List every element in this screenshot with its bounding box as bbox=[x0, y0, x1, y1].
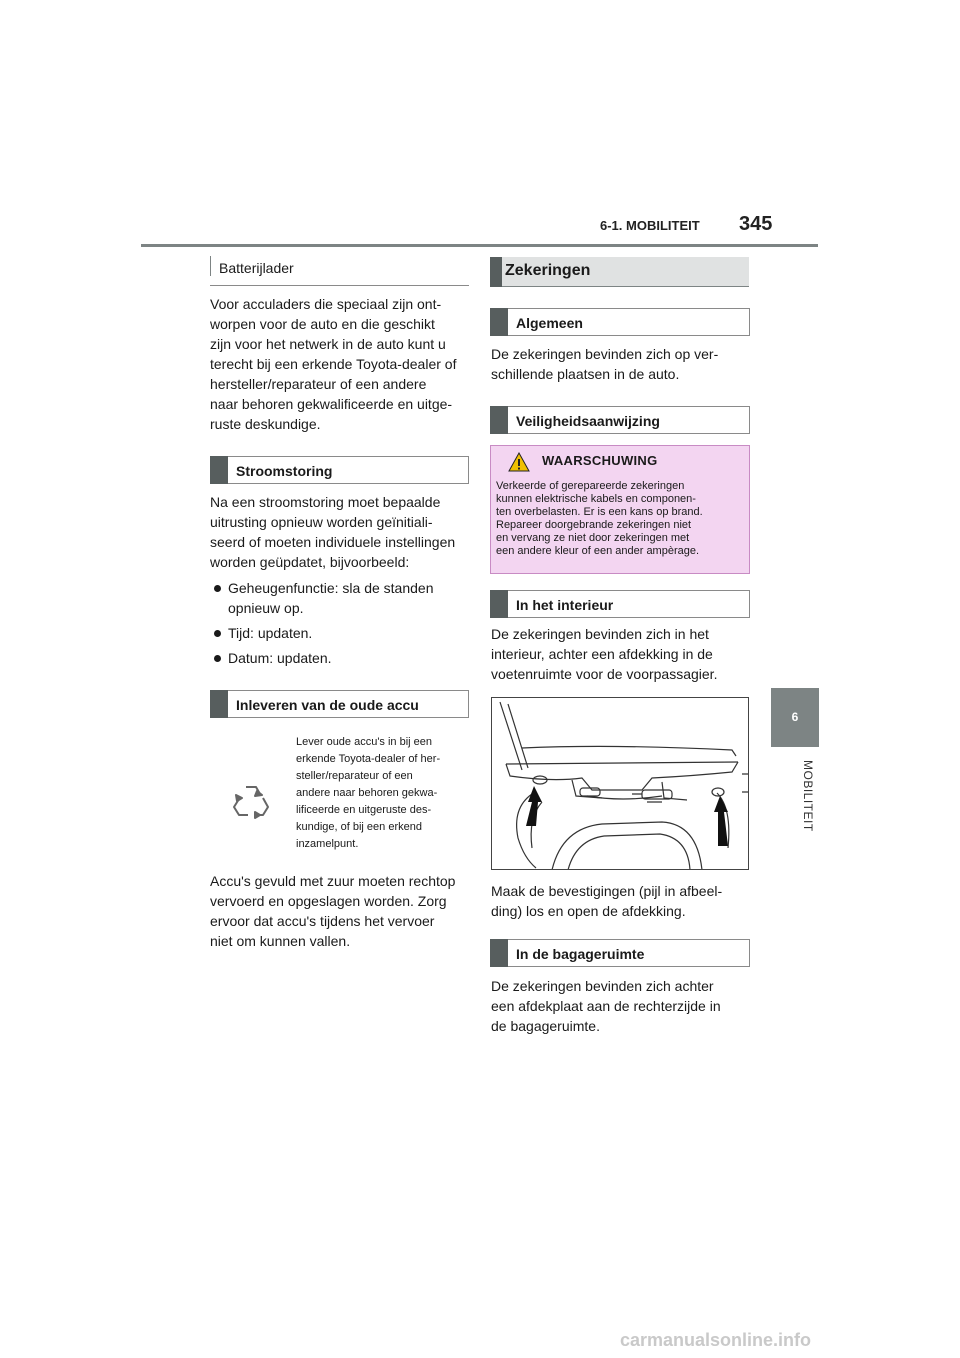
warning-title: WAARSCHUWING bbox=[542, 453, 658, 468]
heading-batterijlader: Batterijlader bbox=[210, 256, 469, 286]
section-title: 6-1. MOBILITEIT bbox=[600, 218, 700, 233]
chapter-tab: 6 bbox=[771, 688, 819, 747]
heading-inleveren: Inleveren van de oude accu bbox=[210, 690, 469, 718]
dashboard-drawing bbox=[492, 698, 749, 870]
chapter-label: MOBILITEIT bbox=[801, 760, 815, 832]
interieur-paragraph: De zekeringen bevinden zich in het interieur, achter een afdekking in de voetenruimte voor de voorpassagier. bbox=[491, 626, 718, 682]
bullet-icon bbox=[214, 630, 221, 637]
inleveren-paragraph: Lever oude accu's in bij een erkende Toyota-dealer of her- steller/reparateur of een andere naar behoren gekwa- lificeerde en uitgeruste des- kundige, of bij een erkend inzamelpunt. bbox=[296, 736, 441, 850]
recycle-icon bbox=[229, 779, 273, 823]
heading-bagageruimte: In de bagageruimte bbox=[490, 939, 750, 967]
bagage-paragraph: De zekeringen bevinden zich achter een afdekplaat aan de rechterzijde in de bagageruimte. bbox=[491, 978, 721, 1034]
warning-triangle-icon bbox=[508, 452, 530, 472]
heading-stroomstoring: Stroomstoring bbox=[210, 456, 469, 484]
heading-interieur: In het interieur bbox=[490, 590, 750, 618]
figure-caption: Maak de bevestigingen (pijl in afbeel- ding) los en open de afdekking. bbox=[491, 883, 723, 919]
watermark: carmanualsonline.info bbox=[620, 1330, 812, 1350]
bullet-icon bbox=[214, 585, 221, 592]
fuse-cover-illustration bbox=[491, 697, 749, 870]
bullet-icon bbox=[214, 655, 221, 662]
algemeen-paragraph: De zekeringen bevinden zich op ver- schillende plaatsen in de auto. bbox=[491, 346, 719, 382]
page-number: 345 bbox=[739, 213, 773, 235]
warning-box bbox=[490, 445, 750, 574]
accu-paragraph: Accu's gevuld met zuur moeten rechtop vervoerd en opgeslagen worden. Zorg ervoor dat accu's tijdens het vervoer niet om kunnen vallen. bbox=[210, 873, 456, 949]
header-rule bbox=[141, 244, 818, 247]
batterijlader-paragraph: Voor acculaders die speciaal zijn ont- worpen voor de auto en die geschikt zijn voor het netwerk in de auto kunt u terecht bij een erkende Toyota-dealer of hersteller/reparateur of een andere naar behoren gekwalificeerde en uitge- ruste deskundige. bbox=[210, 296, 457, 432]
heading-zekeringen: Zekeringen bbox=[490, 257, 749, 287]
heading-veiligheidsaanwijzing: Veiligheidsaanwijzing bbox=[490, 406, 750, 434]
heading-algemeen: Algemeen bbox=[490, 308, 750, 336]
warning-text: Verkeerde of gerepareerde zekeringen kunnen elektrische kabels en componen- ten overbelasten. Er is een kans op brand. Repareer doorgebrande zekeringen niet en vervang ze niet door zekeringen met een andere kleur of een ander ampèrage. bbox=[496, 480, 703, 557]
stroomstoring-paragraph: Na een stroomstoring moet bepaalde uitrusting opnieuw worden geïnitiali- seerd of moeten individuele instellingen worden geüpdatet, bijvoorbeeld: bbox=[210, 494, 456, 570]
